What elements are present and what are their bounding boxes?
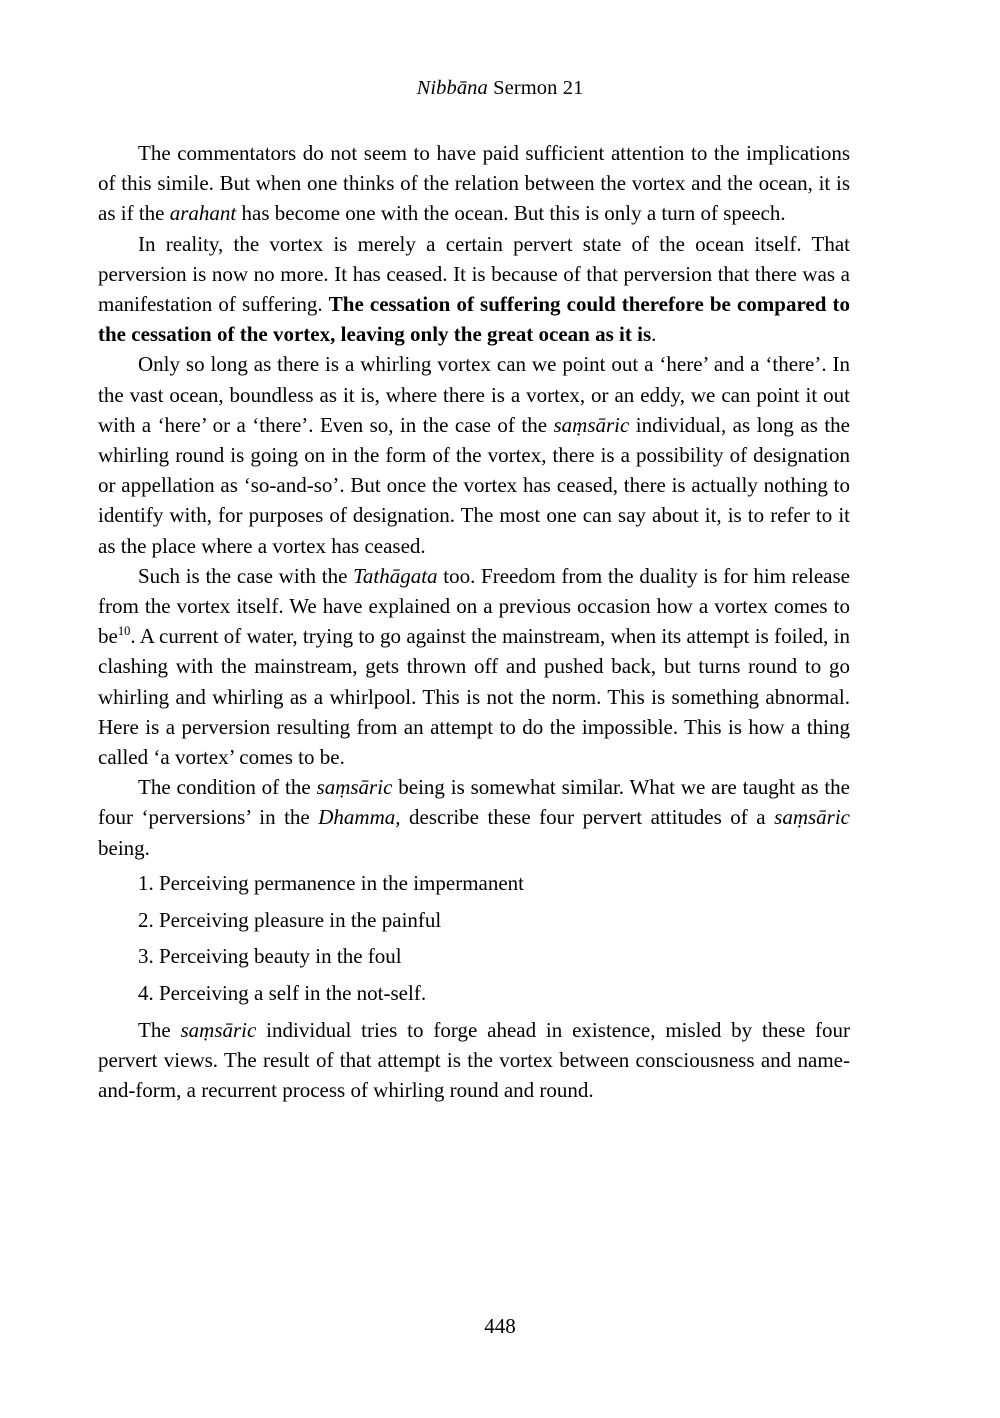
italic-term: saṃsāric [553, 412, 630, 437]
italic-term: arahant [169, 201, 237, 226]
paragraph-2 [98, 229, 850, 350]
text-run: being is somewhat similar. What we are taught as the four ‘perversions’ in the [98, 775, 850, 830]
text-run: Such is the case with the [138, 563, 354, 588]
text-run: The condition of the [138, 775, 317, 800]
text-run: individual, as long as the whirling round is going on in the form of the vortex, there is a possibility of designation or appellation as ‘so-and-so’. But once the vortex has ceased, there is actually nothing to identify with, for purposes of designation. The most one can say about it, is to refer to it as the place where a vortex has ceased. [98, 412, 850, 558]
text-run: individual tries to forge ahead in existence, misled by these four pervert views. The result of that attempt is the vortex between consciousness and name-and-form, a recurrent process of whirling round and round. [98, 1017, 850, 1103]
paragraph-1 [98, 138, 850, 229]
list-item: 2. Perceiving pleasure in the painful [138, 907, 442, 932]
footnote-marker: 10 [117, 624, 131, 639]
text-run: In reality, the vortex is merely a certain pervert state of the ocean itself. That perversion is now no more. It has ceased. It is because of that perversion that there was a manifestation of suffering. [98, 231, 850, 317]
text-run: has become one with the ocean. But this is only a turn of speech. [236, 201, 786, 226]
paragraph-3 [98, 349, 850, 560]
list-item: 1. Perceiving permanence in the impermanent [138, 870, 525, 895]
paragraph-6 [98, 1015, 850, 1106]
text-run: , describe these four pervert attitudes of a [395, 805, 775, 830]
text-run: The [138, 1017, 181, 1042]
italic-term: Dhamma [318, 805, 396, 830]
text-run: being. [98, 835, 150, 860]
text-run: . A current of water, trying to go against the mainstream, when its attempt is foiled, in clashing with the mainstream, gets thrown off and pushed back, but turns round to go whirling and whirling as a whirlpool. This is not the norm. This is something abnormal. Here is a perversion resulting from an attempt to do the impossible. This is how a thing called ‘a vortex’ comes to be. [98, 624, 850, 770]
paragraph-4 [98, 561, 850, 772]
bold-emphasis: The cessation of suffering could therefore be compared to the cessation of the vortex, leaving only the great ocean as it is [98, 292, 850, 347]
list-item: 4. Perceiving a self in the not-self. [138, 980, 427, 1005]
paragraph-5 [98, 772, 850, 863]
running-head [0, 74, 1000, 102]
body-text-column [98, 138, 850, 1105]
running-head-sermon-number: Sermon 21 [487, 77, 584, 99]
text-run: too. Freedom from the duality is for him release from the vortex itself. We have explained on a previous occasion how a vortex comes to be [98, 563, 850, 649]
perversions-list [98, 868, 850, 1008]
text-run: The commentators do not seem to have paid sufficient attention to the implications of this simile. But when one thinks of the relation between the vortex and the ocean, it is as if the [98, 141, 850, 226]
italic-term: saṃsāric [316, 775, 393, 800]
text-run: . [651, 322, 657, 347]
list-item: 3. Perceiving beauty in the foul [138, 944, 402, 969]
italic-term: saṃsāric [774, 805, 850, 830]
page-number: 448 [484, 1314, 516, 1338]
italic-term: Tathāgata [353, 563, 438, 588]
italic-term: saṃsāric [180, 1017, 257, 1042]
text-run: Only so long as there is a whirling vortex can we point out a ‘here’ and a ‘there’. In the vast ocean, boundless as it is, where there is a vortex, or an eddy, we can point it out with a ‘here’ or a ‘there’. Even so, in the case of the [98, 352, 850, 437]
running-head-book-title: Nibbāna [416, 77, 488, 99]
